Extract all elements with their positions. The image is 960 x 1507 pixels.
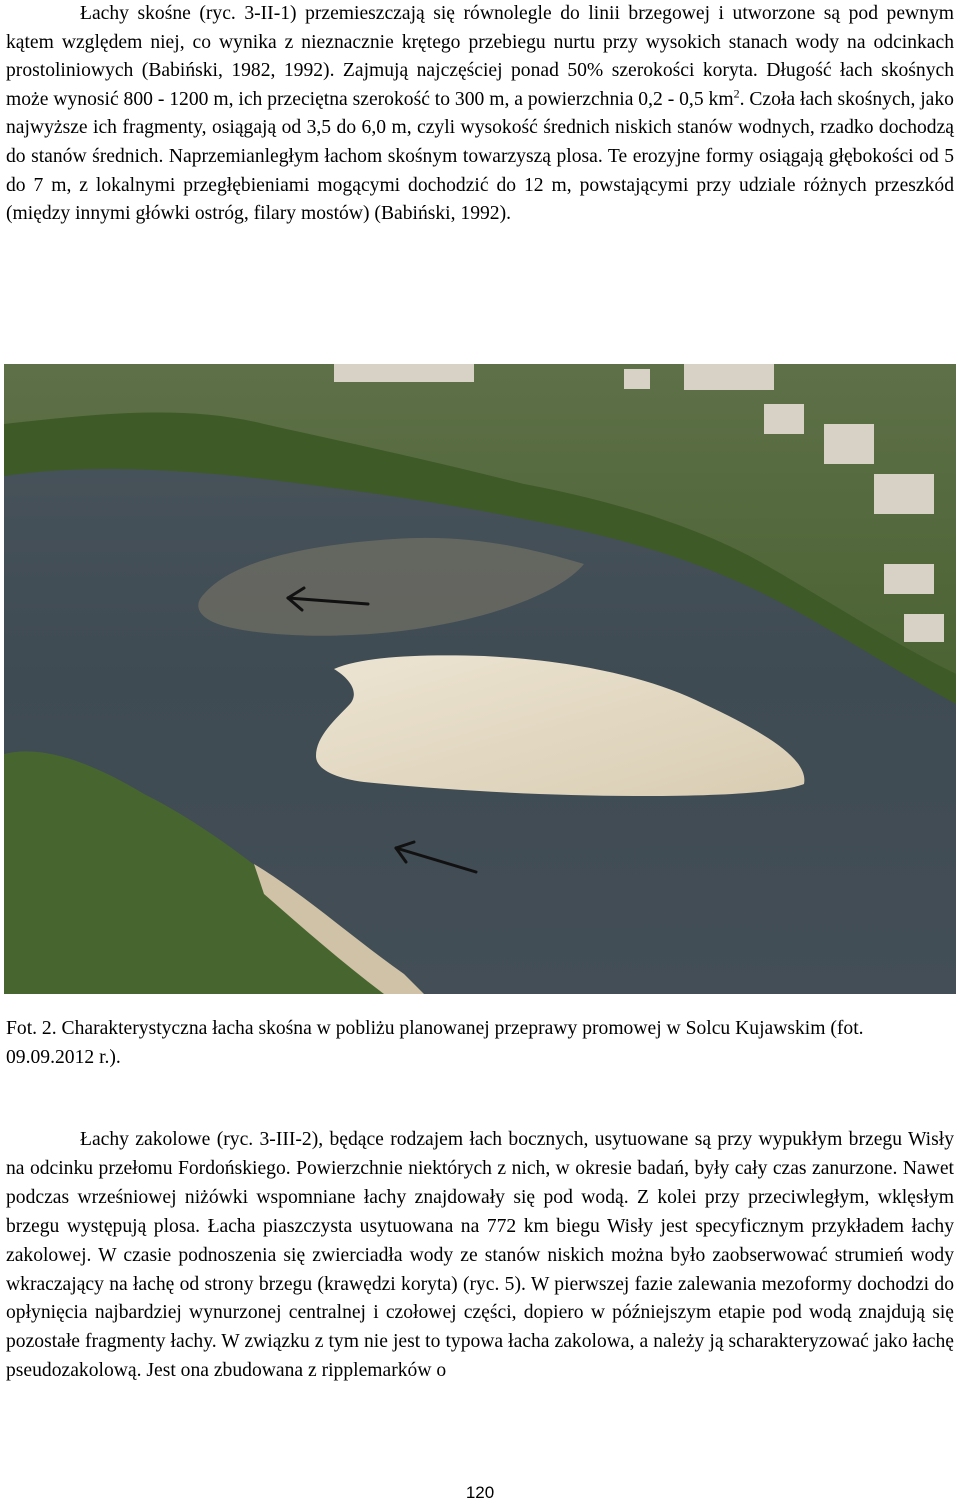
photo-caption: Fot. 2. Charakterystyczna łacha skośna w pobliżu planowanej przeprawy promowej w Solcu Kujawskim (fot. 09.09.2012 r.). bbox=[6, 1018, 864, 1068]
aerial-photo-river-bar bbox=[4, 364, 956, 994]
paragraph-point-bars: Łachy zakolowe (ryc. 3-III-2), będące rodzajem łach bocznych, usytuowane są przy wypukłym brzegu Wisły na odcinku przełomu Fordońskiego. Powierzchnie niektórych z nich, w okresie badań, były cały czas zanurzone. Nawet podczas wrześniowej niżówki wspomniane łachy znajdowały się pod wodą. Z kolei przy przeciwległym, wklęsłym brzegu występują plosa. Łacha piaszczysta usytuowana na 772 km biegu Wisły jest specyficznym przykładem łachy zakolowej. W czasie podnoszenia się zwierciadła wody ze stanów niskich można było zaobserwować strumień wody wkraczający na łachę od strony brzegu (krawędzi koryta) (ryc. 5). W pierwszej fazie zalewania mezoformy dochodzi do opłynięcia najbardziej wynurzonej centralnej i czołowej części, dopiero w późniejszym etapie pod wodą znajdują się pozostałe fragmenty łachy. W związku z tym nie jest to typowa łacha zakolowa, a należy ją scharakteryzować jako łachę pseudozakolową. Jest ona zbudowana z ripplemarków o bbox=[6, 1129, 954, 1382]
paragraph-oblique-bars bbox=[6, 0, 954, 229]
paragraph-oblique-bars-text-a: Łachy skośne (ryc. 3-II-1) przemieszczają się równolegle do linii brzegowej i utworzone są pod pewnym kątem względem niej, co wynika z nieznacznie krętego przebiegu nurtu przy wysokich stanach wody na odcinkach prostoliniowych (Babiński, 1982, 1992). Zajmują najczęściej ponad 50% szerokości koryta. Długość łach skośnych może wynosić 800 - 1200 m, ich przeciętna szerokość to 300 m, a powierzchnia 0,2 - 0,5 km bbox=[6, 3, 954, 110]
superscript-two: 2 bbox=[733, 86, 740, 101]
paragraph-oblique-bars-text-b: . Czoła łach skośnych, jako najwyższe ich fragmenty, osiągają od 3,5 do 6,0 m, czyli wysokość średnich niskich stanów wodnych, rzadko dochodzą do stanów średnich. Naprzemianległym łachom skośnym towarzyszą plosa. Te erozyjne formy osiągają głębokości od 5 do 7 m, z lokalnymi przegłębieniami mogącymi dochodzić do 12 m, powstającymi przy udziale różnych przeszkód (między innymi główki ostróg, filary mostów) (Babiński, 1992). bbox=[6, 88, 954, 225]
page-number: 120 bbox=[465, 1483, 495, 1502]
